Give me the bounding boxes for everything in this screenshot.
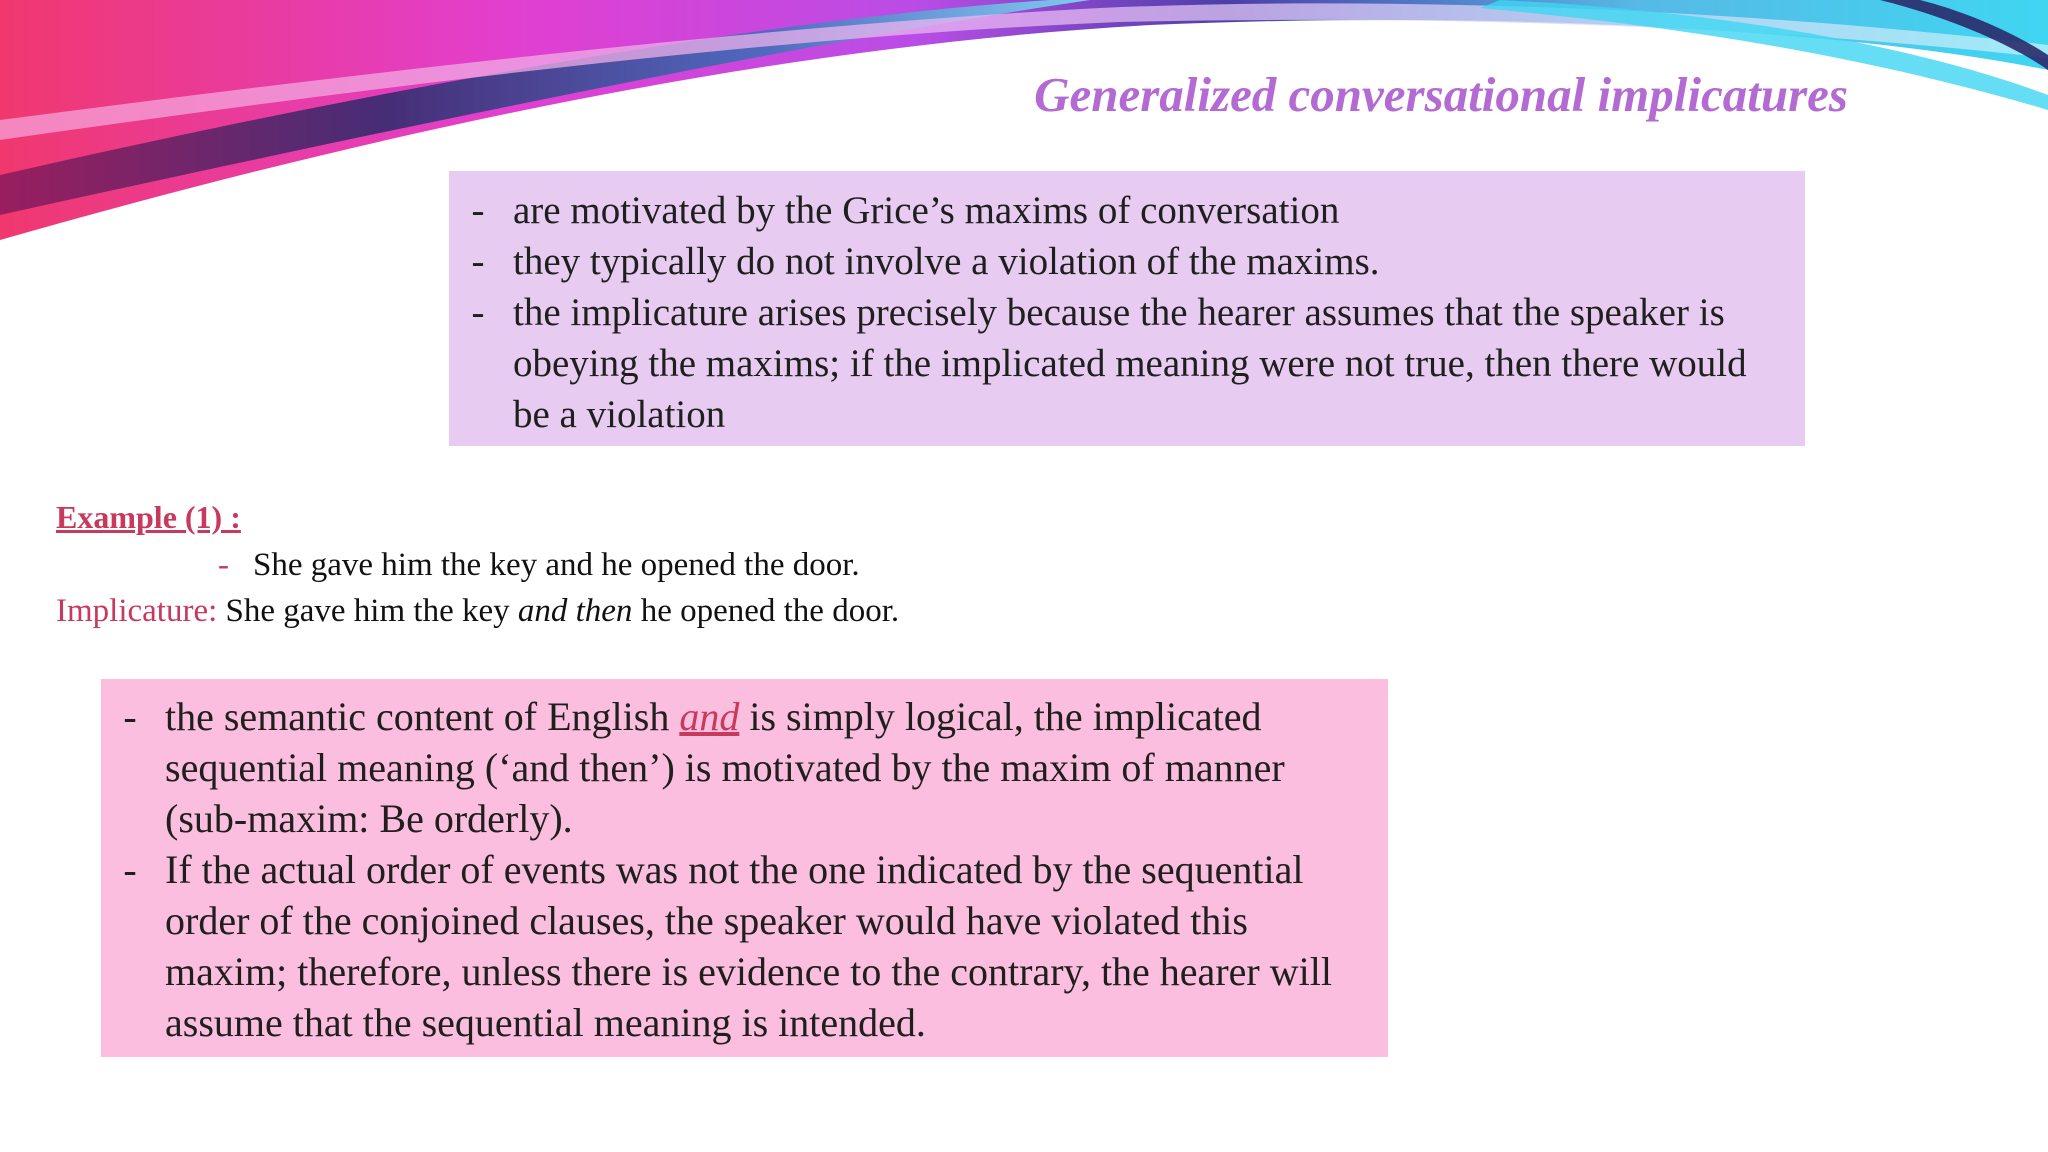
implicature-text-before: She gave him the key — [225, 593, 510, 629]
example-sentence-line — [56, 542, 899, 588]
example-sentence: She gave him the key and he opened the door. — [253, 547, 860, 583]
bottom-bullet-item — [115, 844, 1374, 1048]
bottom-bullet-text: If the actual order of events was not the one indicated by the sequential order of the conjoined clauses, the speaker would have violated this maxim; therefore, unless there is evidence to the contrary, the hearer will assume that the sequential meaning is intended. — [165, 847, 1332, 1045]
implicature-text-after: he opened the door. — [640, 593, 900, 629]
example-label: Example (1) : — [56, 499, 241, 535]
top-bullet-text: are motivated by the Grice’s maxims of conversation — [513, 189, 1340, 232]
top-bullet-item — [463, 185, 1775, 236]
bottom-bullet-list — [115, 691, 1374, 1048]
implicature-emphasis: and then — [517, 593, 633, 629]
implicature-label: Implicature: — [56, 593, 218, 629]
and-emphasis-word: and — [679, 694, 740, 739]
top-bullet-item — [463, 236, 1775, 287]
example-dash: - — [218, 547, 229, 583]
bullet-dash: - — [123, 847, 137, 892]
bullet-dash: - — [471, 189, 485, 232]
slide-title: Generalized conversational implicatures — [1034, 67, 1848, 122]
top-bullet-list — [463, 185, 1775, 440]
bottom-bullet-item — [115, 691, 1374, 844]
bullet-dash: - — [123, 694, 137, 739]
bottom-explanation-box — [101, 679, 1388, 1057]
top-bullet-item — [463, 287, 1775, 440]
top-bullet-text: the implicature arises precisely because the hearer assumes that the speaker is obeying the maxims; if the implicated meaning were not true, then there would be a violation — [513, 291, 1747, 436]
top-bullet-text: they typically do not involve a violation of the maxims. — [513, 240, 1380, 283]
implicature-line — [56, 588, 899, 634]
bottom-bullet-text-before: the semantic content of English — [165, 694, 670, 739]
top-definition-box — [449, 171, 1805, 446]
example-block — [56, 492, 899, 634]
bottom-bullet-text-after: is simply logical, the implicated sequential meaning (‘and then’) is motivated by the maxim of manner (sub-maxim: Be orderly). — [165, 694, 1285, 841]
bullet-dash: - — [471, 240, 485, 283]
bullet-dash: - — [471, 291, 485, 334]
